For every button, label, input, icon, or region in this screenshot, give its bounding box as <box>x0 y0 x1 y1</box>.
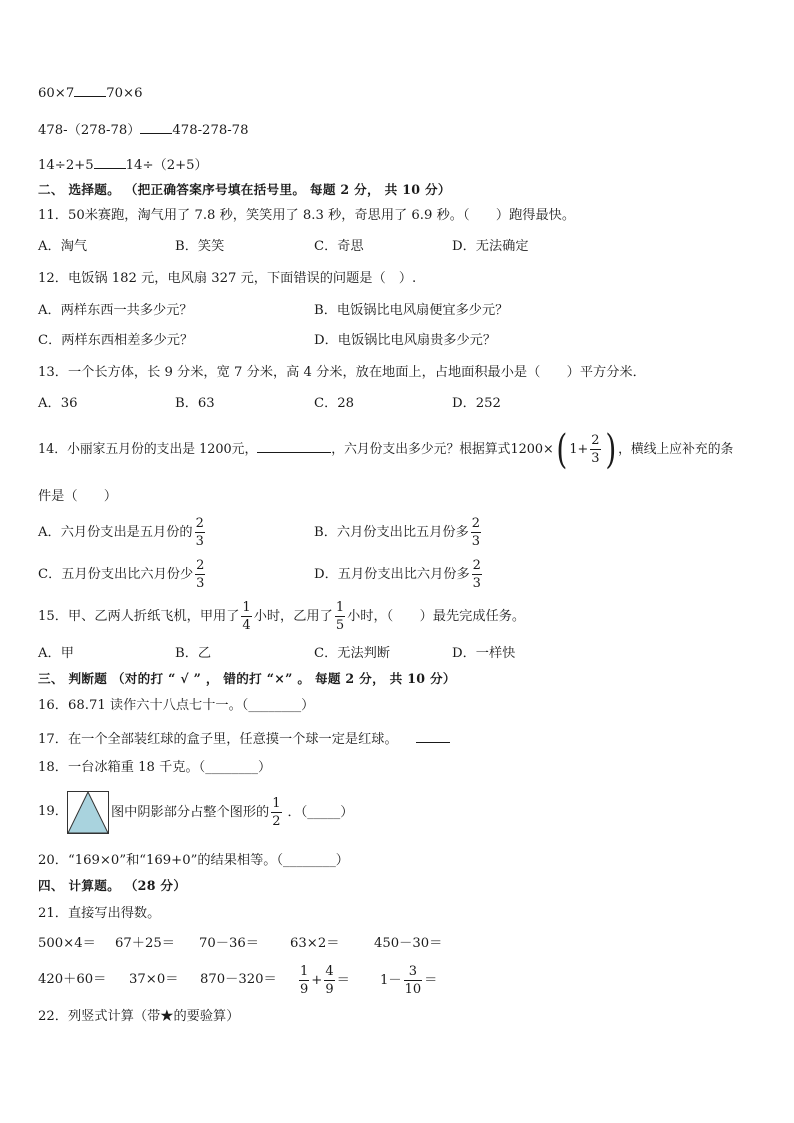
question-15: 15．甲、乙两人折纸飞机，甲用了 $\frac{1}{4}$ 小时，乙用了 $\frac{1}{5}$ 小时，（ ）最先完成任务。 <box>38 600 526 633</box>
q14-option-a[interactable]: A．六月份支出是五月份的 $\frac{2}{3}$ <box>38 516 204 549</box>
q13-option-a[interactable]: A．36 <box>38 396 78 411</box>
question-12: 12．电饭锅 182 元，电风扇 327 元，下面错误的问题是（ ）. <box>38 271 417 286</box>
compare-2-left: 478-（278-78） <box>38 123 141 138</box>
q11-option-c[interactable]: C．奇思 <box>314 239 364 254</box>
q14-option-c[interactable]: C．五月份支出比六月份少 $\frac{2}{3}$ <box>38 558 205 591</box>
q14-option-d[interactable]: D．五月份支出比六月份多 $\frac{2}{3}$ <box>314 558 481 591</box>
q12-option-d[interactable]: D．电饭锅比电风扇贵多少元？ <box>314 333 497 348</box>
compare-line-1 <box>38 83 142 103</box>
answer-blank[interactable] <box>74 83 106 97</box>
q13-option-d[interactable]: D．252 <box>452 396 501 411</box>
q13-option-b[interactable]: B．63 <box>175 396 215 411</box>
left-paren: ( <box>556 426 568 473</box>
answer-blank[interactable] <box>416 729 450 743</box>
section-4-heading: 四、 计算题。 （28 分） <box>38 878 187 893</box>
question-14-cont: 件是（ ） <box>38 489 118 504</box>
question-17: 17．在一个全部装红球的盒子里，任意摸一个球一定是红球。 <box>38 729 450 749</box>
fraction: $\frac{1}{5}$ <box>335 600 345 633</box>
calc-item: 70－36＝ <box>199 936 259 951</box>
q15-option-d[interactable]: D．一样快 <box>452 646 516 661</box>
calc-item: 500×4＝ <box>38 936 96 951</box>
compare-1-right: 70×6 <box>106 86 143 101</box>
question-18: 18．一台冰箱重 18 千克。（________） <box>38 760 272 775</box>
fraction: $\frac{2}{3}$ <box>591 433 600 466</box>
calc-item-subtract: 1－ $\frac{3}{10}$ ＝ <box>380 964 438 997</box>
calc-item: 37×0＝ <box>129 972 179 987</box>
q12-option-c[interactable]: C．两样东西相差多少元？ <box>38 333 194 348</box>
compare-3-left: 14÷2+5 <box>38 158 94 173</box>
calc-item-fractions: $\frac{1}{9}$ + $\frac{4}{9}$ ＝ <box>300 964 350 997</box>
q14-option-b[interactable]: B．六月份支出比五月份多 $\frac{2}{3}$ <box>314 516 481 549</box>
calc-item: 63×2＝ <box>290 936 340 951</box>
right-paren: ) <box>604 426 616 473</box>
compare-2-right: 478-278-78 <box>172 123 249 138</box>
calc-item: 67＋25＝ <box>115 936 175 951</box>
q15-option-a[interactable]: A．甲 <box>38 646 74 661</box>
question-16: 16．68.71 读作六十八点七十一。（________） <box>38 698 315 713</box>
compare-1-left: 60×7 <box>38 86 75 101</box>
answer-blank[interactable] <box>140 120 172 134</box>
calc-item: 870－320＝ <box>200 972 277 987</box>
compare-line-2 <box>38 120 248 140</box>
q11-option-a[interactable]: A．淘气 <box>38 239 88 254</box>
q15-option-b[interactable]: B．乙 <box>175 646 212 661</box>
q15-option-c[interactable]: C．无法判断 <box>314 646 391 661</box>
q11-option-b[interactable]: B．笑笑 <box>175 239 225 254</box>
q11-option-d[interactable]: D．无法确定 <box>452 239 529 254</box>
calc-item: 450－30＝ <box>374 936 443 951</box>
fraction: $\frac{1}{2}$ <box>272 796 281 829</box>
calc-item: 420＋60＝ <box>38 972 107 987</box>
question-13: 13．一个长方体，长 9 分米，宽 7 分米，高 4 分米，放在地面上，占地面积最小是（ ）平方分米． <box>38 365 646 380</box>
section-3-heading: 三、 判断题 （对的打 “ √ ” ， 错的打 “×” 。 每题 2 分， 共 10 分） <box>38 671 456 686</box>
compare-line-3 <box>38 155 208 175</box>
q12-option-a[interactable]: A．两样东西一共多少元？ <box>38 303 193 318</box>
question-22: 22．列竖式计算（带★的要验算） <box>38 1009 240 1024</box>
question-20: 20．“169×0”和“169+0”的结果相等。（________） <box>38 853 349 868</box>
compare-3-right: 14÷（2+5） <box>125 158 208 173</box>
fraction: $\frac{1}{4}$ <box>242 600 251 633</box>
triangle-figure <box>67 791 109 834</box>
question-19: 图中阴影部分占整个图形的 $\frac{1}{2}$ ．（_____） <box>111 796 354 829</box>
q12-option-b[interactable]: B．电饭锅比电风扇便宜多少元？ <box>314 303 509 318</box>
question-14: 14．小丽家五月份的支出是 1200元， ，六月份支出多少元？根据算式1200×( 1+ $\frac{2}{3}$ ) ，横线上应补充的条 <box>38 426 734 473</box>
answer-blank[interactable] <box>257 439 331 453</box>
q13-option-c[interactable]: C．28 <box>314 396 355 411</box>
question-21: 21．直接写出得数。 <box>38 906 161 921</box>
question-19-number: 19． <box>38 804 68 819</box>
section-2-heading: 二、 选择题。 （把正确答案序号填在括号里。 每题 2 分， 共 10 分） <box>38 182 451 197</box>
question-11: 11．50米赛跑，淘气用了 7.8 秒，笑笑用了 8.3 秒，奇思用了 6.9 秒。（ ）跑得最快。 <box>38 208 576 223</box>
answer-blank[interactable] <box>94 155 126 169</box>
